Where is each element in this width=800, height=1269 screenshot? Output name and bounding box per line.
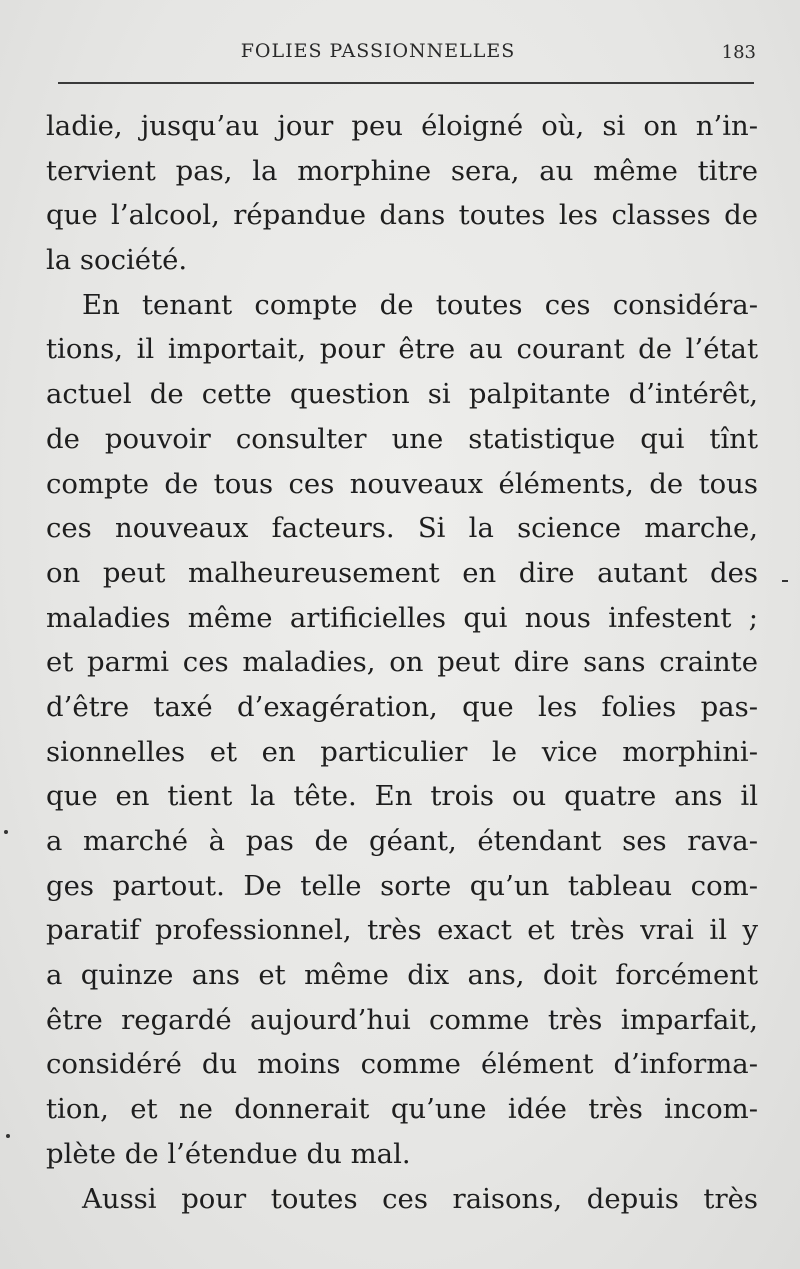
page-number: 183 bbox=[721, 42, 756, 63]
text-line: ces nouveaux facteurs. Si la science marche, bbox=[46, 512, 758, 545]
print-speck bbox=[782, 580, 788, 582]
text-line: on peut malheureusement en dire autant des bbox=[46, 556, 758, 589]
text-line: tions, il importait, pour être au courant de l’état bbox=[46, 333, 758, 366]
text-line: En tenant compte de toutes ces considéra- bbox=[82, 288, 758, 321]
text-line: la société. bbox=[46, 244, 188, 277]
text-line: tion, et ne donnerait qu’une idée très incom- bbox=[46, 1093, 758, 1126]
text-line: et parmi ces maladies, on peut dire sans crainte bbox=[46, 646, 758, 679]
print-speck bbox=[4, 830, 8, 834]
text-line: a marché à pas de géant, étendant ses rava- bbox=[46, 825, 758, 857]
text-line: que l’alcool, répandue dans toutes les classes de bbox=[46, 199, 758, 232]
text-line: actuel de cette question si palpitante d’intérêt, bbox=[46, 378, 758, 411]
print-speck bbox=[6, 1134, 10, 1138]
running-title: FOLIES PASSIONNELLES bbox=[240, 40, 516, 62]
text-line: considéré du moins comme élément d’informa- bbox=[46, 1048, 758, 1081]
text-line: paratif professionnel, très exact et très vrai il y bbox=[46, 914, 758, 947]
text-line: Aussi pour toutes ces raisons, depuis très bbox=[82, 1182, 758, 1215]
text-line: a quinze ans et même dix ans, doit forcément bbox=[46, 959, 758, 992]
running-head bbox=[58, 34, 758, 74]
text-line: que en tient la tête. En trois ou quatre ans il bbox=[46, 780, 758, 813]
header-rule bbox=[58, 82, 754, 84]
text-line: ges partout. De telle sorte qu’un tableau com- bbox=[46, 869, 758, 902]
text-line: compte de tous ces nouveaux éléments, de tous bbox=[46, 467, 758, 500]
body-text bbox=[46, 104, 758, 1221]
text-line: plète de l’étendue du mal. bbox=[46, 1137, 411, 1170]
text-line: de pouvoir consulter une statistique qui tînt bbox=[46, 422, 758, 455]
text-line: être regardé aujourd’hui comme très imparfait, bbox=[46, 1003, 758, 1036]
text-line: ladie, jusqu’au jour peu éloigné où, si on n’in- bbox=[46, 110, 758, 142]
text-line: sionnelles et en particulier le vice morphini- bbox=[46, 735, 758, 768]
text-line: maladies même artificielles qui nous infestent ; bbox=[46, 601, 758, 634]
text-line: tervient pas, la morphine sera, au même titre bbox=[46, 154, 758, 187]
text-line: d’être taxé d’exagération, que les folies pas- bbox=[46, 690, 758, 723]
